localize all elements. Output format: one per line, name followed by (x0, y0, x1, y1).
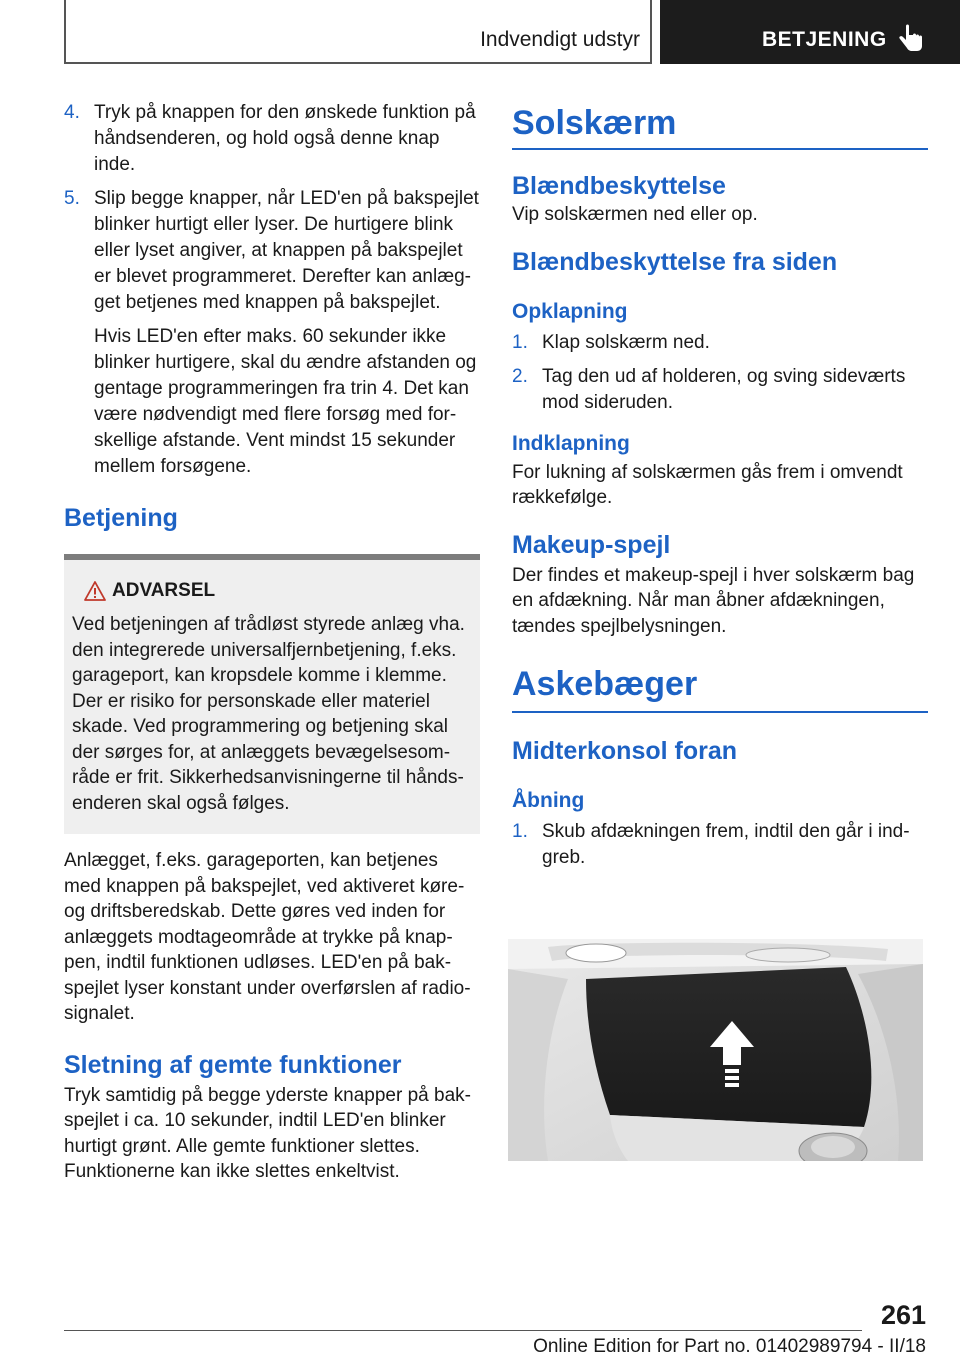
list-item (512, 819, 928, 871)
blaend-text: Vip solskærmen ned eller op. (512, 204, 758, 225)
header-chapter-tab[interactable] (660, 0, 960, 64)
step-note: Hvis LED'en efter maks. 60 sekunder ikke blinker hurtigere, skal du ændre afstanden og gentage programmeringen fra trin 4. Det kan være nødvendigt med flere forsøg med forskellige afstande. Vent mindst 15 sekunder mellem forsøgene. (94, 326, 477, 477)
center-console-illustration (508, 939, 923, 1161)
blaend-side-heading: Blændbeskyttelse fra siden (512, 247, 838, 276)
sletning-text: Tryk samtidig på begge yderste knapper på bakspejlet i ca. 10 sekunder, indtil LED'en blinker hurtigt grønt. Alle gemte funktioner slettes. Funktionerne kan ikke slettes enkeltvist. (64, 1084, 471, 1182)
right-column (512, 100, 928, 879)
header-section-title: Indvendigt udstyr (480, 28, 640, 51)
step-number: 5. (64, 188, 80, 209)
list-item (64, 100, 480, 178)
opklapning-steps (512, 330, 928, 416)
title-rule (512, 148, 928, 150)
programming-steps (64, 100, 480, 480)
hand-pointer-icon (898, 24, 924, 54)
page-number: 261 (880, 1300, 926, 1330)
footer-rule (64, 1330, 862, 1331)
step-text: Skub afdækningen frem, indtil den går i indgreb. (542, 821, 910, 868)
blaend-heading: Blændbeskyttelse (512, 172, 726, 200)
sletning-heading: Sletning af gemte funktioner (64, 1050, 402, 1079)
warning-body: Ved betjeningen af trådløst styrede anlæg vha. den integrerede universalfjernbetjening, f.eks. garageport, kan kropsdele komme i klemme. Der er risiko for personskade eller materiel skade. Ved programmering og betjening skal der sørges for, at anlæggets bevægelsesområde er frit. Sikkerhedsanvisningerne til håndsenderen skal også følges. (72, 614, 465, 814)
header-chapter-label: BETJENING (762, 28, 887, 51)
makeup-text: Der findes et makeup-spejl i hver solskærm bag en afdækning. Når man åbner afdækningen, tændes spejlbelysningen. (512, 564, 915, 637)
footer-edition: Online Edition for Part no. 01402989794 - II/18 (533, 1336, 926, 1357)
step-number: 1. (512, 821, 528, 842)
left-column (64, 100, 480, 1185)
warning-title: ADVARSEL (112, 580, 216, 601)
step-number: 1. (512, 331, 528, 353)
aabning-heading: Åbning (512, 789, 585, 812)
step-text: Tryk på knappen for den ønskede funktion på håndsenderen, og hold også denne knap inde. (94, 102, 476, 175)
betjening-text: Anlægget, f.eks. garageporten, kan betjenes med knappen på bakspejlet, ved aktiveret køre- og driftsberedskab. Dette gøres ved inden for anlæggets modtageområde at trykke på knappen, indtil funktionen udløses. LED'en på bakspejlet lyser konstant under overførslen af radiosignalet. (64, 850, 471, 1024)
list-item (64, 186, 480, 480)
midter-heading: Midterkonsol foran (512, 737, 738, 765)
betjening-heading: Betjening (64, 504, 178, 532)
step-text: Tag den ud af holderen, og sving sideværts mod sideruden. (542, 365, 906, 413)
header-left-rule (64, 0, 66, 64)
header-bottom-rule (64, 62, 652, 64)
warning-header (72, 580, 472, 606)
step-text: Slip begge knapper, når LED'en på bakspejlet blinker hurtigt eller lyser. De hurtigere blink eller lyset angiver, at knappen på bakspejlet er blevet programmeret. Derefter kan anlægget betjenes med knappen på bakspejlet. (94, 188, 479, 313)
indklapning-text: For lukning af solskærmen gås frem i omvendt rækkefølge. (512, 461, 903, 508)
step-text: Klap solskærm ned. (542, 331, 710, 353)
list-item (512, 330, 928, 356)
opklapning-heading: Opklapning (512, 299, 628, 323)
step-number: 4. (64, 102, 80, 123)
warning-triangle-icon (84, 581, 106, 601)
header-mid-rule (650, 0, 652, 64)
makeup-heading: Makeup-spejl (512, 530, 671, 559)
solskaerm-title: Solskærm (512, 104, 677, 142)
indklapning-heading: Indklapning (512, 431, 630, 455)
warning-box (64, 560, 480, 834)
title-rule (512, 711, 928, 713)
list-item (512, 364, 928, 416)
aabning-steps (512, 819, 928, 871)
step-number: 2. (512, 365, 528, 387)
askebaeger-title: Askebæger (512, 665, 698, 703)
